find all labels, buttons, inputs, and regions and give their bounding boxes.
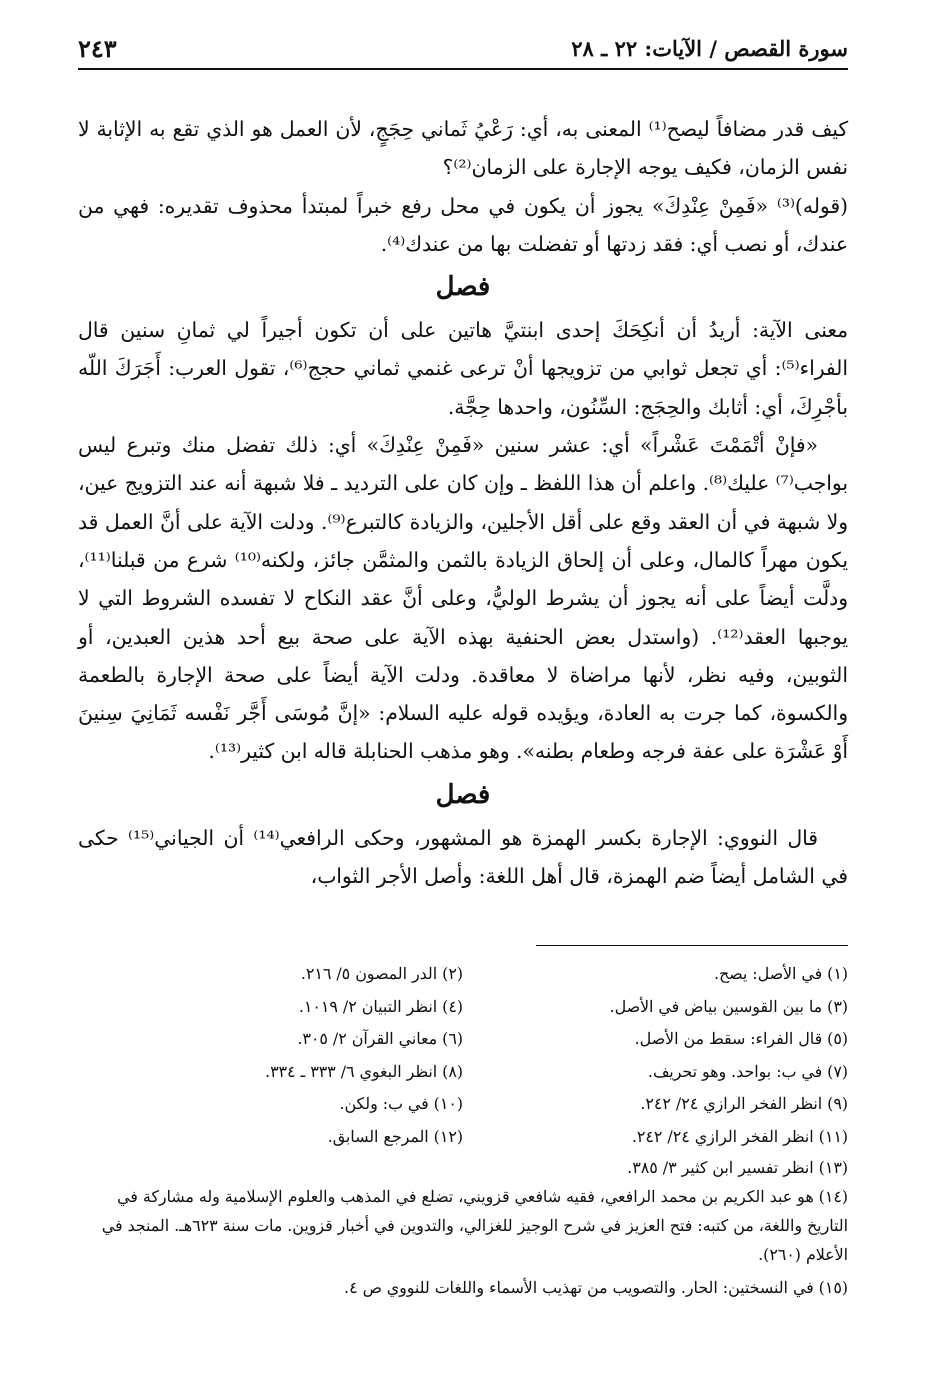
- footnote-row: [78, 1023, 848, 1056]
- footnote-separator: [536, 945, 848, 946]
- footnote: (١٣) انظر تفسير ابن كثير ٣/ ٣٨٥.: [627, 1158, 848, 1177]
- footnotes: [78, 958, 848, 1302]
- footnote-row: [78, 991, 848, 1024]
- paragraph: قال النووي: الإجارة بكسر الهمزة هو المشهور، وحكى الرافعي⁽¹⁴⁾ أن الجياني⁽¹⁵⁾ حكى في الشامل أيضاً ضم الهمزة، قال أهل اللغة: وأصل الأجر الثواب،: [78, 825, 848, 889]
- footnote-row: [78, 1056, 848, 1089]
- page-header: [78, 34, 848, 70]
- footnote: (٤) انظر التبيان ٢/ ١٠١٩.: [298, 996, 463, 1016]
- footnote: (٩) انظر الفخر الرازي ٢٤/ ٢٤٢.: [640, 1094, 848, 1113]
- page-number: ٢٤٣: [78, 34, 117, 63]
- section-heading: فصل: [435, 272, 491, 303]
- footnote: (٦) معاني القرآن ٢/ ٣٠٥.: [297, 1029, 463, 1048]
- paragraph: كيف قدر مضافاً ليصح⁽¹⁾ المعنى به، أي: رَعْيُ ثَماني حِجَجٍ، لأن العمل هو الذي تقع به الإثابة لا نفس الزمان، فكيف يوجه الإجارة على الزمان⁽²⁾؟: [78, 117, 848, 180]
- footnote-row: [78, 1088, 848, 1121]
- footnote: (٣) ما بين القوسين بياض في الأصل.: [609, 996, 848, 1016]
- paragraph: (قوله)⁽³⁾ «فَمِنْ عِنْدِكَ» يجوز أن يكون في محل رفع خبراً لمبتدأ محذوف تقديره: فهي من عندك، أو نصب أي: فقد زدتها أو تفضلت بها من عندك⁽⁴⁾.: [78, 193, 848, 256]
- footnote: (١٥) في النسختين: الحار. والتصويب من تهذيب الأسماء واللغات للنووي ص ٤.: [344, 1278, 848, 1297]
- book-page: [78, 34, 849, 1297]
- footnote: (١٤) هو عبد الكريم بن محمد الرافعي، فقيه شافعي قزويني، تضلع في المذهب والعلوم الإسلامية وله مشاركة في التاريخ واللغة، من كتبه: فتح العزيز في شرح الوجيز للغزالي، والتدوين في أخبار قزوين. مات سنة ٦٢٣هـ. المنجد في الأعلام (٢٦٠).: [101, 1187, 848, 1264]
- footnote-row: [78, 1121, 848, 1154]
- footnote: (١٢) المرجع السابق.: [327, 1126, 463, 1146]
- main-text: [78, 110, 848, 895]
- paragraph: «فإنْ أتْمَمْتَ عَشْراً» أي: عشر سنين «فَمِنْ عِنْدِكَ» أي: ذلك تفضل منك وتبرع ليس بواجب⁽⁷⁾ عليك⁽⁸⁾. واعلم أن هذا اللفظ ـ وإن كان على الترديد ـ فلا شبهة أنه عند التزويج عين، ولا شبهة في أن العقد وقع على أقل الأجلين، والزيادة كالتبرع⁽⁹⁾. ودلت الآية على أنَّ العمل قد يكون مهراً كالمال، وعلى أن إلحاق الزيادة بالثمن والمثمَّن جائز، ولكنه⁽¹⁰⁾ شرع من قبلنا⁽¹¹⁾، ودلَّت أيضاً على أنه يجوز أن يشرط الوليُّ، وعلى أنَّ عقد النكاح لا تفسده الشروط التي لا يوجبها العقد⁽¹²⁾. (واستدل بعض الحنفية بهذه الآية على صحة بيع أحد هذين العبدين، أو الثوبين، وفيه نظر، لأنها مراضاة لا معاقدة. ودلت الآية أيضاً على صحة الإجارة بالطعمة والكسوة، كما جرت به العادة، ويؤيده قوله عليه السلام: «إنَّ مُوسَى أَجَّر نَفْسه ثَمَانِيَ سِنينَ أَوْ عَشْرَة على عفة فرجه وطعام بطنه». وهو مذهب الحنابلة قاله ابن كثير⁽¹³⁾.: [78, 433, 849, 764]
- footnote: (٨) انظر البغوي ٦/ ٣٣٣ ـ ٣٣٤.: [265, 1061, 463, 1081]
- footnote: (١) في الأصل: يصح.: [713, 964, 848, 983]
- footnote: (١١) انظر الفخر الرازي ٢٤/ ٢٤٢.: [631, 1126, 848, 1146]
- footnote-row: [78, 958, 848, 991]
- section-heading: فصل: [435, 779, 491, 810]
- footnote: (٥) قال الفراء: سقط من الأصل.: [634, 1029, 848, 1048]
- footnote: (٢) الدر المصون ٥/ ٢١٦.: [300, 964, 463, 983]
- running-title: سورة القصص / الآيات: ٢٢ ـ ٢٨: [571, 36, 848, 61]
- footnote: (٧) في ب: بواحد. وهو تحريف.: [647, 1061, 848, 1081]
- paragraph: معنى الآية: أريدُ أن أنكِحَكَ إحدى ابنتيَّ هاتين على أن تكون أجيراً لي ثمانِ سنين قال الفراء⁽⁵⁾: أي تجعل ثوابي من تزويجها أنْ ترعى غنمي ثماني حجج⁽⁶⁾، تقول العرب: أَجَرَكَ اللّه بأجْرِكَ، أي: أثابك والحِجَج: السِّنُون، واحدها حِجَّة.: [78, 318, 848, 419]
- footnote: (١٠) في ب: ولكن.: [339, 1094, 463, 1113]
